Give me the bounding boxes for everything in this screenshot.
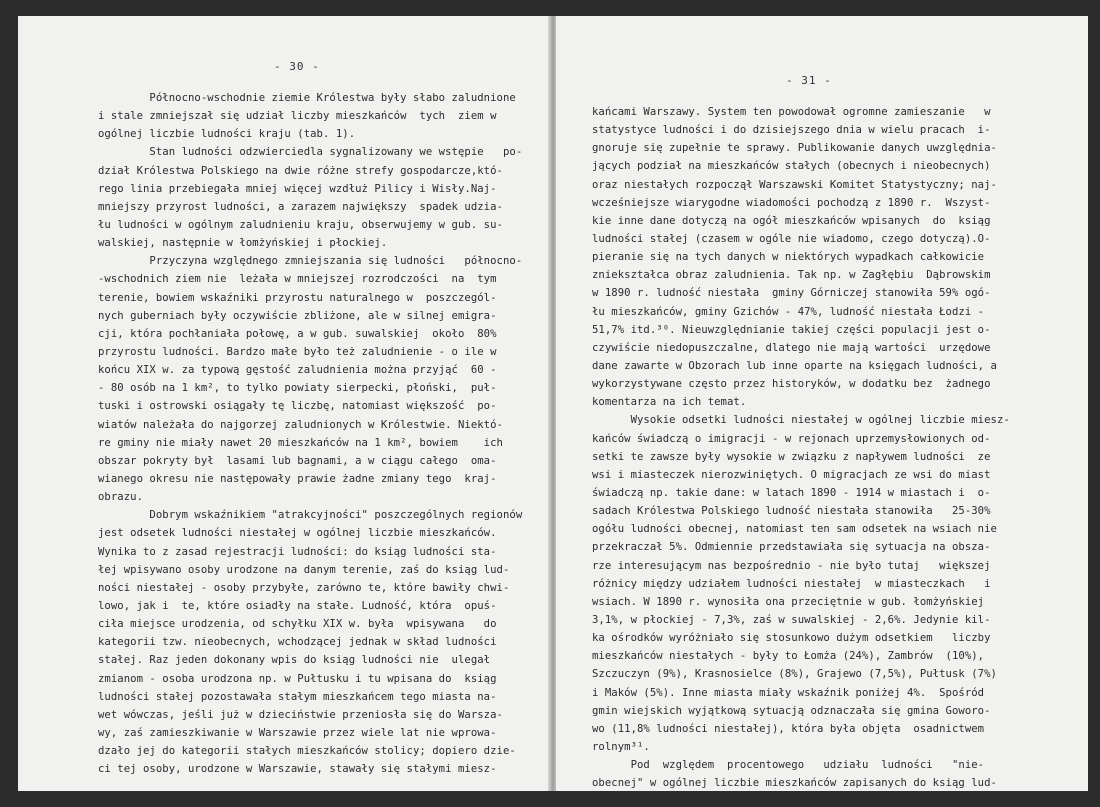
page-number-right: - 31 - xyxy=(786,74,832,87)
text-line: wiatów należała do najgorzej zaludnionych w Królestwie. Niektó- xyxy=(98,418,503,431)
text-line: obecnej" w ogólnej liczbie mieszkańców zapisanych do ksiąg lud- xyxy=(592,777,997,790)
text-line: łu mieszkańców, gminy Gzichów - 47%, ludność niestała Łodzi - xyxy=(592,305,985,318)
text-line: wy, zaś zamieszkiwanie w Warszawie przez wiele lat nie wprowa- xyxy=(98,726,497,739)
page-number-left: - 30 - xyxy=(274,60,320,73)
text-line: jących podział na mieszkańców stałych (obecnych i nieobecnych) xyxy=(592,160,991,173)
text-line: jest odsetek ludności niestałej w ogólnej liczbie mieszkańców. xyxy=(98,527,497,540)
text-line: zmianom - osoba urodzona np. w Pułtusku i tu wpisana do ksiąg xyxy=(98,672,497,685)
text-line: sadach Królestwa Polskiego ludność niestała stanowiła 25-30% xyxy=(592,505,991,518)
text-line: Dobrym wskaźnikiem "atrakcyjności" poszczególnych regionów xyxy=(98,509,523,522)
right-page-text xyxy=(592,103,1010,791)
text-line: ludności stałej pozostawała stałym mieszkańcem tego miasta na- xyxy=(98,690,497,703)
text-line: Przyczyna względnego zmniejszania się ludności północno- xyxy=(98,255,523,268)
text-line: cji, która pochłaniała połowę, a w gub. suwalskiej około 80% xyxy=(98,327,497,340)
text-line: Północno-wschodnie ziemie Królestwa były słabo zaludnione xyxy=(98,92,516,104)
text-line: 3,1%, w płockiej - 7,3%, zaś w suwalskiej - 2,6%. Jedynie kil- xyxy=(592,613,991,626)
text-line: różnicy między udziałem ludności niestałej w miasteczkach i xyxy=(592,577,991,590)
text-line: Stan ludności odzwierciedla sygnalizowany we wstępie po- xyxy=(98,146,523,159)
right-page xyxy=(556,16,1088,791)
text-line: wo (11,8% ludności niestałej), która była objęta osadnictwem xyxy=(592,722,985,735)
text-line: ności niestałej - osoby przybyłe, zarówno te, które bawiły chwi- xyxy=(98,581,510,594)
text-line: re gminy nie miały nawet 20 mieszkańców na 1 km², bowiem ich xyxy=(98,436,503,449)
text-line: walskiej, następnie w łomżyńskiej i płockiej. xyxy=(98,237,388,250)
text-line: stałej. Raz jeden dokonany wpis do ksiąg ludności nie ulegał xyxy=(98,654,491,667)
text-line: gmin wiejskich wyjątkową sytuacją odznaczała się gmina Goworo- xyxy=(592,704,991,717)
text-line: oraz niestałych rozpoczął Warszawski Komitet Statystyczny; naj- xyxy=(592,178,997,191)
text-line: i stale zmniejszał się udział liczby mieszkańców tych ziem w xyxy=(98,110,497,123)
text-line: rolnym³¹. xyxy=(592,740,650,753)
left-page-text xyxy=(98,89,522,778)
text-line: zniekształca obraz zaludnienia. Tak np. w Zagłębiu Dąbrowskim xyxy=(592,269,991,282)
text-line: - 80 osób na 1 km², to tylko powiaty sierpecki, płoński, puł- xyxy=(98,382,497,395)
text-line: ogólnej liczbie ludności kraju (tab. 1). xyxy=(98,128,356,141)
text-line: ludności stałej (czasem w ogóle nie wiadomo, czego dotyczą).O- xyxy=(592,232,991,245)
text-line: ci tej osoby, urodzone w Warszawie, stawały się stałymi miesz- xyxy=(98,763,497,776)
text-line: ogółu ludności obecnej, natomiast ten sam odsetek na wsiach nie xyxy=(592,523,997,536)
text-line: Wynika to z zasad rejestracji ludności: do ksiąg ludności sta- xyxy=(98,545,497,558)
text-line: komentarza na ich temat. xyxy=(592,396,747,409)
text-line: wsi i miasteczek nierozwiniętych. O migracjach ze wsi do miast xyxy=(592,468,991,481)
text-line: kie inne dane dotyczą na ogół mieszkańców wpisanych do ksiąg xyxy=(592,214,991,227)
text-line: wet wówczas, jeśli już w dzieciństwie przeniosła się do Warsza- xyxy=(98,708,503,721)
text-line: obszar pokryty był lasami lub bagnami, a w ciągu całego oma- xyxy=(98,454,497,467)
text-line: tuski i ostrowski osiągały tę liczbę, natomiast większość po- xyxy=(98,400,497,413)
text-line: rego linia przebiegała mniej więcej wzdłuż Pilicy i Wisły.Naj- xyxy=(98,182,497,195)
text-line: mniejszy przyrost ludności, a zarazem największy spadek udzia- xyxy=(98,200,503,213)
text-line: -wschodnich ziem nie leżała w mniejszej rozrodczości na tym xyxy=(98,273,497,286)
text-line: kańców świadczą o imigracji - w rejonach uprzemysłowionych od- xyxy=(592,432,991,445)
text-line: rze interesującym nas bezpośrednio - nie było tutaj większej xyxy=(592,559,991,572)
text-line: kategorii tzw. nieobecnych, wchodzącej jednak w skład ludności xyxy=(98,636,497,649)
text-line: 51,7% itd.³⁰. Nieuwzględnianie takiej części populacji jest o- xyxy=(592,323,991,336)
text-line: świadczą np. takie dane: w latach 1890 - 1914 w miastach i o- xyxy=(592,486,991,499)
text-line: statystyce ludności i do dzisiejszego dnia w wielu pracach i- xyxy=(592,124,991,137)
text-line: lowo, jak i te, które osiadły na stałe. Ludność, która opuś- xyxy=(98,599,497,612)
text-line: wsiach. W 1890 r. wynosiła ona przeciętnie w gub. łomżyńskiej xyxy=(592,595,985,608)
text-line: gnoruje się zupełnie te sprawy. Publikowanie danych uwzględnia- xyxy=(592,142,997,155)
text-line: setki te zawsze były wysokie w związku z napływem ludności ze xyxy=(592,450,991,463)
text-line: Szczuczyn (9%), Krasnosielce (8%), Grajewo (7,5%), Pułtusk (7%) xyxy=(592,668,997,681)
text-line: w 1890 r. ludność niestała gminy Górniczej stanowiła 59% ogó- xyxy=(592,287,991,300)
text-line: przekraczał 5%. Odmiennie przedstawiała się sytuacja na obsza- xyxy=(592,541,991,554)
text-line: dane zawarte w Obzorach lub inne oparte na księgach ludności, a xyxy=(592,359,997,372)
text-line: Wysokie odsetki ludności niestałej w ogólnej liczbie miesz- xyxy=(592,414,1010,427)
text-line: łu ludności w ogólnym zaludnieniu kraju, obserwujemy w gub. su- xyxy=(98,218,503,231)
text-line: kańcami Warszawy. System ten powodował ogromne zamieszanie w xyxy=(592,106,991,118)
text-line: końcu XIX w. za typową gęstość zaludnienia można przyjąć 60 - xyxy=(98,364,497,377)
text-line: ciła miejsce urodzenia, od schyłku XIX w. była wpisywana do xyxy=(98,618,497,631)
text-line: łej wpisywano osoby urodzone na danym terenie, zaś do ksiąg lud- xyxy=(98,563,510,576)
text-line: wianego okresu nie następowały prawie żadne zmiany tego kraj- xyxy=(98,472,497,485)
text-line: ka ośrodków wyróżniało się stosunkowo dużym odsetkiem liczby xyxy=(592,632,991,645)
left-page xyxy=(18,16,550,791)
text-line: nych guberniach były oczywiście zbliżone, ale w silnej emigra- xyxy=(98,309,497,322)
text-line: czywiście niedopuszczalne, dlatego nie mają wartości urzędowe xyxy=(592,341,991,354)
text-line: mieszkańców niestałych - były to Łomża (24%), Zambrów (10%), xyxy=(592,650,985,663)
text-line: terenie, bowiem wskaźniki przyrostu naturalnego w poszczegól- xyxy=(98,291,497,304)
text-line: obrazu. xyxy=(98,491,143,504)
text-line: dzało jej do kategorii stałych mieszkańców stolicy; dopiero dzie- xyxy=(98,745,516,758)
text-line: wykorzystywane często przez historyków, w dodatku bez żadnego xyxy=(592,378,991,391)
text-line: przyrostu ludności. Bardzo małe było też zaludnienie - o ile w xyxy=(98,345,497,358)
text-line: i Maków (5%). Inne miasta miały wskaźnik poniżej 4%. Spośród xyxy=(592,686,985,699)
text-line: Pod względem procentowego udziału ludności "nie- xyxy=(592,759,985,772)
text-line: wcześniejsze wiarygodne wiadomości pochodzą z 1890 r. Wszyst- xyxy=(592,196,991,209)
text-line: dział Królestwa Polskiego na dwie różne strefy gospodarcze,któ- xyxy=(98,164,503,177)
text-line: pieranie się na tych danych w niektórych wypadkach całkowicie xyxy=(592,251,985,264)
